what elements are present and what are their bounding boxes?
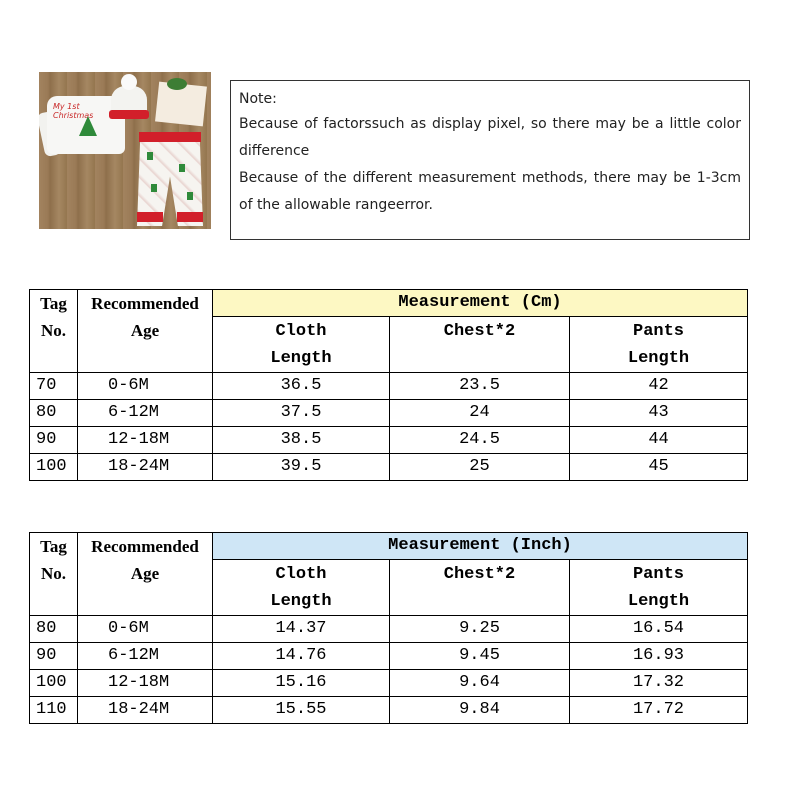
age-header-line1: Recommended: [91, 537, 199, 556]
cloth-length-cell: 14.37: [213, 616, 390, 643]
size-table-inch: [29, 532, 748, 724]
chest-cell: 24: [390, 400, 570, 427]
age-cell: 18-24M: [78, 697, 213, 724]
hat-band: [109, 110, 149, 119]
chest-cell: 9.84: [390, 697, 570, 724]
note-line-color: Because of factorssuch as display pixel, so there may be a little color difference: [239, 116, 741, 159]
age-cell: 18-24M: [78, 454, 213, 481]
tag-cell: 100: [30, 454, 78, 481]
holly-leaf: [167, 78, 187, 90]
tag-header: [30, 533, 78, 616]
pants-length-cell: 43: [570, 400, 748, 427]
tag-header-line1: Tag: [40, 537, 67, 556]
age-header-line1: Recommended: [91, 294, 199, 313]
pants-header-line1: Pants: [632, 565, 684, 584]
pants-length-header: [570, 560, 748, 616]
cloth-length-cell: 15.55: [213, 697, 390, 724]
tag-header: [30, 290, 78, 373]
tag-cell: 90: [30, 643, 78, 670]
tree-print-dot: [179, 164, 185, 172]
pants-length-cell: 17.32: [570, 670, 748, 697]
table-row: [30, 373, 748, 400]
table-row: [30, 454, 748, 481]
pants-length-cell: 42: [570, 373, 748, 400]
measurement-group-header: Measurement (Cm): [213, 290, 748, 317]
tag-cell: 110: [30, 697, 78, 724]
cloth-length-cell: 36.5: [213, 373, 390, 400]
table-row: [30, 427, 748, 454]
age-cell: 12-18M: [78, 670, 213, 697]
note-box: [230, 80, 750, 240]
pants-length-cell: 45: [570, 454, 748, 481]
cloth-header-line2: Length: [270, 349, 332, 368]
age-header: [78, 290, 213, 373]
cloth-length-cell: 38.5: [213, 427, 390, 454]
cloth-length-cell: 15.16: [213, 670, 390, 697]
christmas-tree-print: [79, 116, 97, 136]
pants-length-cell: 16.54: [570, 616, 748, 643]
age-cell: 0-6M: [78, 373, 213, 400]
cloth-length-cell: 37.5: [213, 400, 390, 427]
chest-cell: 25: [390, 454, 570, 481]
pants-length-cell: 44: [570, 427, 748, 454]
pants-header-line2: Length: [627, 592, 690, 611]
onesie-print-text: My 1st Christmas: [53, 102, 94, 120]
note-line-measurement: Because of the different measurement methods, there may be 1-3cm of the allowable rangeerror.: [239, 170, 741, 213]
cloth-length-cell: 39.5: [213, 454, 390, 481]
hat-pompom: [121, 74, 137, 90]
pants-cuff-right: [177, 212, 203, 222]
age-cell: 6-12M: [78, 400, 213, 427]
tag-header-line1: Tag: [40, 294, 67, 313]
cloth-header-line2: Length: [270, 592, 332, 611]
age-header-line2: Age: [130, 321, 160, 340]
table-row: [30, 670, 748, 697]
age-header-line2: Age: [130, 564, 160, 583]
tag-header-line2: No.: [40, 321, 67, 340]
tree-print-dot: [187, 192, 193, 200]
pants-length-header: [570, 317, 748, 373]
cloth-length-cell: 14.76: [213, 643, 390, 670]
chest-cell: 23.5: [390, 373, 570, 400]
age-header: [78, 533, 213, 616]
cloth-length-header: [213, 317, 390, 373]
note-title: Note:: [239, 91, 277, 107]
pants-waistband: [139, 132, 201, 142]
pants-header-line1: Pants: [633, 322, 685, 341]
cloth-header-line1: Cloth: [275, 322, 327, 341]
measurement-group-header: Measurement (Inch): [213, 533, 748, 560]
pants-length-cell: 16.93: [570, 643, 748, 670]
chest-cell: 9.25: [390, 616, 570, 643]
table-row: [30, 643, 748, 670]
age-cell: 6-12M: [78, 643, 213, 670]
tree-print-dot: [147, 152, 153, 160]
tag-cell: 70: [30, 373, 78, 400]
pants-cuff-left: [137, 212, 163, 222]
tag-cell: 80: [30, 616, 78, 643]
tag-cell: 90: [30, 427, 78, 454]
tag-cell: 100: [30, 670, 78, 697]
pants-length-cell: 17.72: [570, 697, 748, 724]
tag-header-line2: No.: [40, 564, 67, 583]
age-cell: 12-18M: [78, 427, 213, 454]
size-table-cm: [29, 289, 748, 481]
pants-header-line2: Length: [627, 349, 690, 368]
table-row: [30, 697, 748, 724]
age-cell: 0-6M: [78, 616, 213, 643]
product-photo: [39, 72, 211, 229]
chest-cell: 24.5: [390, 427, 570, 454]
chest-cell: 9.45: [390, 643, 570, 670]
tag-cell: 80: [30, 400, 78, 427]
cloth-length-header: [213, 560, 390, 616]
table-row: [30, 616, 748, 643]
chest-header: Chest*2: [390, 317, 570, 373]
tree-print-dot: [151, 184, 157, 192]
chest-cell: 9.64: [390, 670, 570, 697]
cloth-header-line1: Cloth: [275, 565, 327, 584]
table-row: [30, 400, 748, 427]
chest-header: Chest*2: [390, 560, 570, 616]
